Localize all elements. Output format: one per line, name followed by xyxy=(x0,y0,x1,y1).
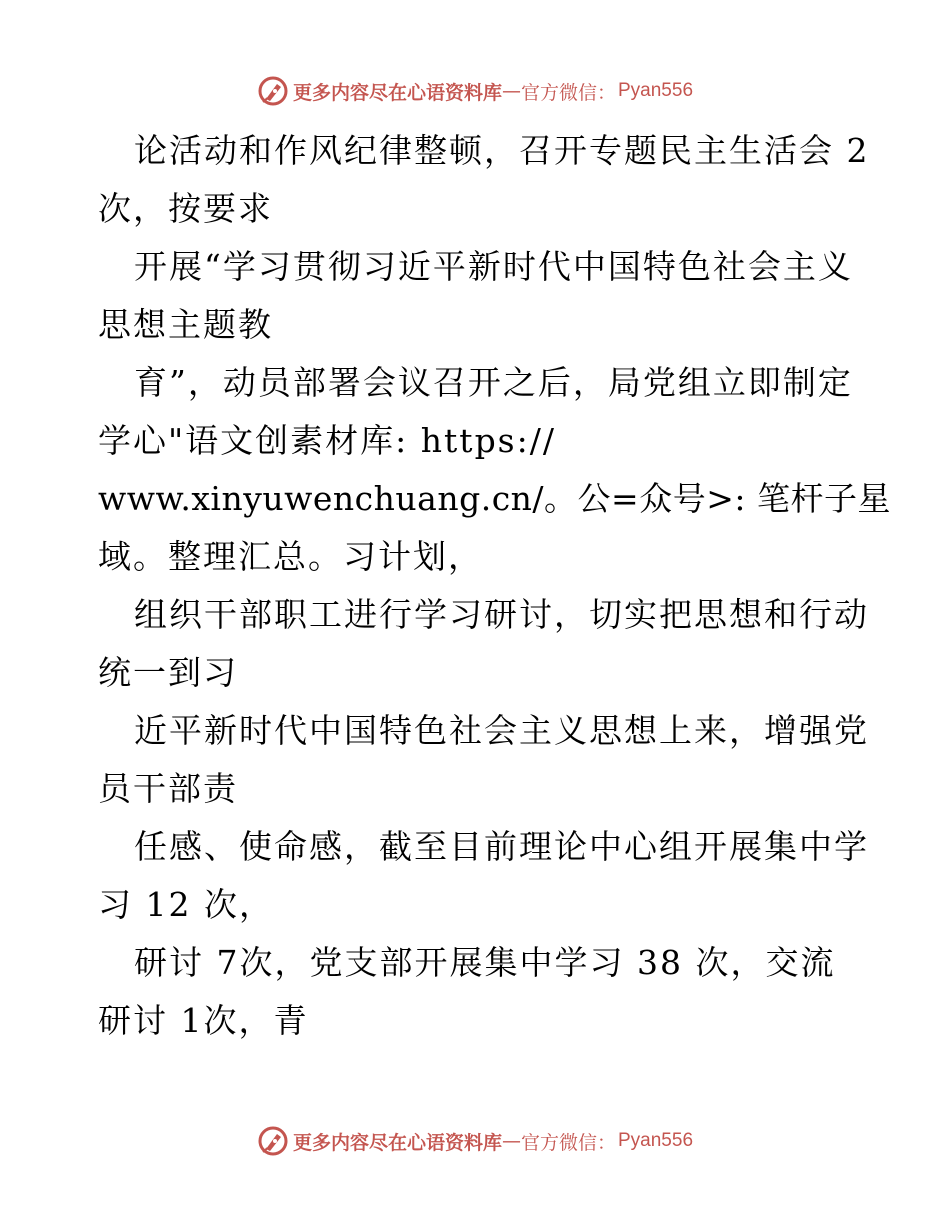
body-line: 研讨 7次，党支部开展集中学习 38 次，交流 xyxy=(134,943,836,982)
body-line: 学心"语文创素材库: https:// xyxy=(98,421,556,460)
banner-dash: — xyxy=(501,1130,521,1152)
body-line: 习 12 次， xyxy=(98,885,274,924)
banner-official-label: 官方微信： xyxy=(520,81,616,104)
body-line: 研讨 1次，青 xyxy=(98,1001,309,1040)
body-line: 统一到习 xyxy=(98,653,238,692)
body-line: 近平新时代中国特色社会主义思想上来，增强党 xyxy=(134,711,869,750)
body-line: 组织干部职工进行学习研讨，切实把思想和行动 xyxy=(134,595,869,634)
body-line: 员干部责 xyxy=(98,769,238,808)
banner-text: 更多内容尽在心语资料库 xyxy=(292,1131,502,1154)
body-line: 思想主题教 xyxy=(98,305,273,344)
body-line: www.xinyuwenchuang.cn/。公=众号>: 笔杆子星 xyxy=(98,479,891,518)
body-line: 论活动和作风纪律整顿，召开专题民主生活会 2 xyxy=(134,131,870,170)
body-line: 育”，动员部署会议召开之后，局党组立即制定 xyxy=(134,363,853,402)
footer-banner xyxy=(0,1124,950,1158)
body-line: 域。整理汇总。习计划， xyxy=(98,537,483,576)
body-line: 次，按要求 xyxy=(98,189,273,228)
banner-wechat-id: Pyan556 xyxy=(618,80,694,101)
banner-wechat-id: Pyan556 xyxy=(618,1130,694,1151)
body-line: 任感、使命感，截至目前理论中心组开展集中学 xyxy=(134,827,869,866)
document-body xyxy=(98,122,891,1050)
banner-official-label: 官方微信： xyxy=(520,1131,616,1154)
pen-nib-logo-icon xyxy=(257,1125,289,1157)
pen-nib-logo-icon xyxy=(257,75,289,107)
banner-dash: — xyxy=(501,80,521,102)
header-banner xyxy=(0,74,950,108)
banner-text: 更多内容尽在心语资料库 xyxy=(292,81,502,104)
body-line: 开展“学习贯彻习近平新时代中国特色社会主义 xyxy=(134,247,853,286)
